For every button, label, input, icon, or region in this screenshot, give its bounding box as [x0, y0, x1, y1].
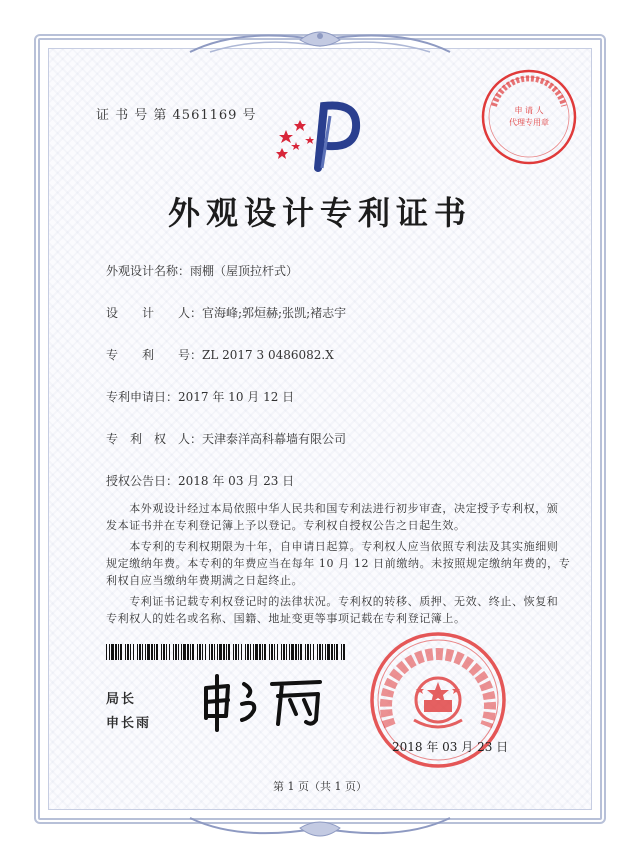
barcode-bar [245, 644, 246, 660]
designers-label: 设 计 人： [106, 306, 203, 320]
barcode-bar [274, 644, 275, 660]
barcode-icon [106, 644, 346, 660]
barcode-bar [317, 644, 318, 660]
barcode-bar [217, 644, 218, 660]
barcode-bar [183, 644, 186, 660]
barcode-bar [325, 644, 326, 660]
barcode-bar [298, 644, 299, 660]
barcode-bar [336, 644, 338, 660]
barcode-bar [269, 644, 270, 660]
barcode-bar [178, 644, 179, 660]
barcode-bar [319, 644, 321, 660]
bottom-ornament [180, 812, 460, 846]
patent-number-label: 专 利 号： [106, 348, 203, 362]
barcode-bar [181, 644, 182, 660]
barcode-bar [156, 644, 158, 660]
barcode-bar [133, 644, 134, 660]
barcode-bar [130, 644, 131, 660]
barcode-bar [106, 644, 107, 660]
svg-text:申 请 人: 申 请 人 [514, 106, 544, 115]
certificate-title: 外观设计专利证书 [167, 194, 472, 232]
barcode-bar [166, 644, 167, 660]
application-date-label: 专利申请日： [106, 390, 179, 404]
barcode-bar [331, 644, 333, 660]
barcode-bar [341, 644, 342, 660]
barcode-bar [291, 644, 294, 660]
barcode-bar [202, 644, 203, 660]
paragraph-register [106, 593, 559, 627]
barcode-bar [307, 644, 309, 660]
barcode-bar [327, 644, 330, 660]
barcode-bar [226, 644, 227, 660]
application-date-value: 2017 年 10 月 12 日 [178, 390, 295, 404]
barcode-bar [115, 644, 117, 660]
barcode-bar [190, 644, 191, 660]
grant-date-value: 2018 年 03 月 23 日 [178, 474, 295, 488]
director-title: 局长 [106, 692, 137, 707]
barcode-bar [295, 644, 297, 660]
patentee-field [106, 430, 346, 447]
barcode-bar [120, 644, 122, 660]
barcode-bar [310, 644, 311, 660]
barcode-bar [228, 644, 230, 660]
barcode-bar [289, 644, 290, 660]
barcode-bar [343, 644, 345, 660]
issue-date: 2018 年 03 月 23 日 [392, 740, 509, 754]
barcode-bar [241, 644, 242, 660]
application-date-field [106, 388, 294, 405]
paragraph-line: 利权自应当缴纳年费期满之日起终止。 [106, 574, 304, 587]
barcode-bar [300, 644, 302, 660]
design-name-value: 雨棚（屋顶拉杆式） [190, 264, 299, 278]
barcode-bar [305, 644, 306, 660]
barcode-bar [154, 644, 155, 660]
paragraph-line: 专利权人的姓名或名称、国籍、地址变更等事项记载在专利登记簿上。 [106, 612, 466, 625]
barcode-bar [313, 644, 314, 660]
barcode-bar [205, 644, 206, 660]
grant-date-label: 授权公告日： [106, 474, 179, 488]
barcode-bar [233, 644, 234, 660]
barcode-bar [223, 644, 225, 660]
barcode-bar [322, 644, 323, 660]
barcode-bar [125, 644, 126, 660]
barcode-bar [277, 644, 278, 660]
design-name-label: 外观设计名称： [106, 264, 191, 278]
barcode-bar [147, 644, 150, 660]
grant-date-field [106, 472, 294, 489]
signature-icon [198, 670, 338, 734]
barcode-bar [187, 644, 189, 660]
barcode-bar [262, 644, 263, 660]
barcode-bar [169, 644, 170, 660]
barcode-bar [173, 644, 174, 660]
barcode-bar [271, 644, 273, 660]
patent-office-logo-icon [272, 96, 368, 176]
paragraph-line: 本外观设计经过本局依照中华人民共和国专利法进行初步审查，决定授予专利权，颁 [106, 502, 559, 515]
barcode-bar [145, 644, 146, 660]
barcode-bar [264, 644, 266, 660]
certificate-number: 证 书 号 第 4561169 号 [96, 108, 257, 123]
barcode-bar [109, 644, 110, 660]
barcode-bar [334, 644, 335, 660]
barcode-bar [142, 644, 143, 660]
designers-field [106, 304, 346, 321]
barcode-bar [238, 644, 239, 660]
paragraph-line: 发本证书并在专利登记簿上予以登记。专利权自授权公告之日起生效。 [106, 519, 466, 532]
barcode-bar [235, 644, 237, 660]
barcode-bar [151, 644, 153, 660]
barcode-bar [247, 644, 249, 660]
barcode-bar [192, 644, 194, 660]
barcode-bar [281, 644, 282, 660]
barcode-bar [118, 644, 119, 660]
top-ornament [180, 22, 460, 62]
barcode-bar [211, 644, 213, 660]
design-name-field [106, 262, 298, 279]
barcode-bar [161, 644, 162, 660]
paragraph-grant [106, 500, 559, 534]
barcode-bar [253, 644, 254, 660]
patentee-value: 天津泰洋高科幕墙有限公司 [202, 432, 347, 446]
agency-seal-icon [478, 66, 580, 168]
paragraph-line: 规定缴纳年费。本专利的年费应当在每年 10 月 12 日前缴纳。未按照规定缴纳年费的，专 [106, 557, 571, 570]
svg-text:代理专用章: 代理专用章 [509, 118, 549, 127]
paragraph-line: 本专利的专利权期限为十年，自申请日起算。专利权人应当依照专利法及其实施细则 [106, 540, 559, 553]
barcode-bar [219, 644, 222, 660]
page-footer: 第 1 页（共 1 页） [273, 780, 367, 793]
paragraph-line: 专利证书记载专利权登记时的法律状况。专利权的转移、质押、无效、终止、恢复和 [106, 595, 559, 608]
barcode-bar [127, 644, 129, 660]
patent-number-value: ZL 2017 3 0486082.X [202, 348, 334, 362]
director-name: 申长雨 [106, 716, 152, 731]
barcode-bar [209, 644, 210, 660]
designers-value: 官海峰;郭烜赫;张凯;褚志宇 [202, 306, 347, 320]
patent-number-field [106, 346, 334, 363]
barcode-bar [259, 644, 261, 660]
barcode-bar [111, 644, 114, 660]
paragraph-term [106, 538, 571, 589]
barcode-bar [250, 644, 251, 660]
barcode-bar [197, 644, 198, 660]
barcode-bar [214, 644, 215, 660]
barcode-bar [286, 644, 287, 660]
patentee-label: 专 利 权 人： [106, 432, 203, 446]
barcode-bar [163, 644, 165, 660]
barcode-bar [255, 644, 258, 660]
barcode-bar [137, 644, 138, 660]
barcode-bar [175, 644, 177, 660]
barcode-bar [139, 644, 141, 660]
barcode-bar [283, 644, 285, 660]
barcode-bar [199, 644, 201, 660]
